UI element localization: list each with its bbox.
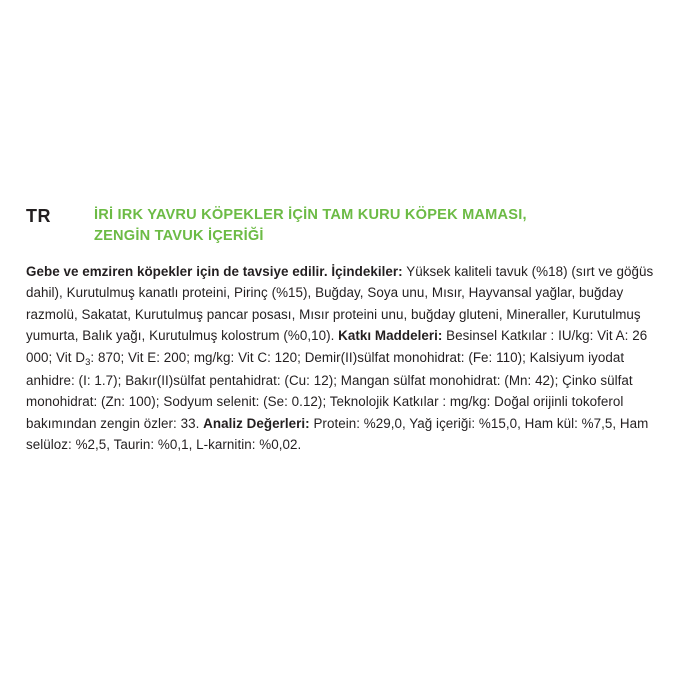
pet-food-label (26, 205, 676, 456)
vitamin-d3-subscript: 3 (85, 356, 91, 368)
analysis-heading: Analiz Değerleri: (203, 415, 310, 431)
additives-heading: Katkı Maddeleri: (338, 328, 443, 344)
ingredients-text: Yüksek kaliteli tavuk (%18) (sırt ve göğüs dahil), Kurutulmuş kanatlı proteini, Pirinç (%15), Buğday, Soya unu, Mısır, Hayvansal yağlar, buğday razmolü, Sakatat, Kurutulmuş pancar posası, Mısır proteini unu, buğday gluteni, Mineraller, Kurutulmuş yumurta, Balık yağı, Kurutulmuş kolostrum (%0,10). (26, 264, 654, 344)
analysis-text: Protein: %29,0, Yağ içeriği: %15,0, Ham kül: %7,5, Ham selüloz: %2,5, Taurin: %0,1, L-karnitin: %0,02. (26, 415, 649, 453)
language-code: TR (26, 206, 51, 226)
label-title-row (26, 205, 676, 247)
product-title (94, 205, 676, 247)
ingredients-heading: İçindekiler: (331, 264, 403, 279)
additives-text-part-2: : 870; Vit E: 200; mg/kg: Vit C: 120; Demir(II)sülfat monohidrat: (Fe: 110); Kalsiyum iyodat anhidre: (I: 1.7); Bakır(II)sülfat pentahidrat: (Cu: 12); Mangan sülfat monohidrat: (Mn: 42); Çinko sülfat monohidrat: (Zn: 100); Sodyum selenit: (Se: 0.12); Teknolojik Katkılar : mg/kg: Doğal orijinli tokoferol bakımından zengin özler: 33. (26, 349, 633, 431)
product-title-line-1: İRİ IRK YAVRU KÖPEKLER İÇİN TAM KURU KÖPEK MAMASI, (94, 207, 527, 223)
label-body-text (26, 261, 676, 456)
product-title-line-2: ZENGİN TAVUK İÇERİĞİ (94, 228, 264, 244)
recommendation-text: Gebe ve emziren köpekler için de tavsiye edilir. (26, 264, 328, 279)
additives-text-part-1: Besinsel Katkılar : IU/kg: Vit A: 26 000; Vit D (26, 328, 648, 365)
